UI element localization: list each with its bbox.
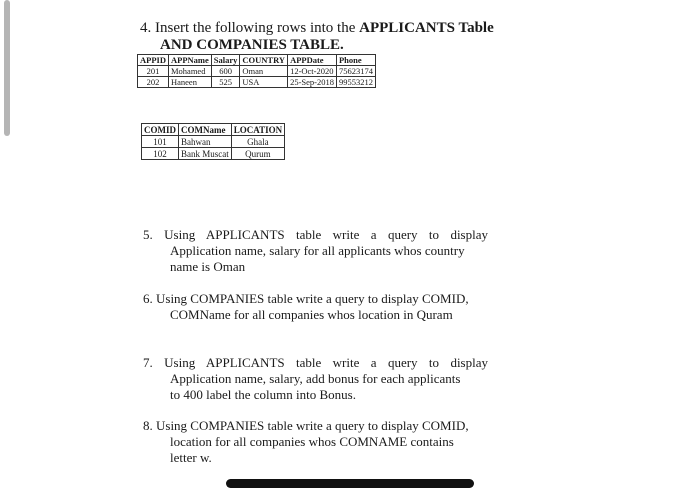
table-cell: 102 <box>142 148 179 160</box>
question-line: Application name, salary for all applicants whos country <box>170 243 465 258</box>
question-line: to 400 label the column into Bonus. <box>170 387 356 402</box>
question-8 <box>143 418 488 466</box>
question-6 <box>143 291 488 323</box>
table-cell: 101 <box>142 136 179 148</box>
question-line: letter w. <box>170 450 212 465</box>
home-indicator <box>226 479 474 488</box>
question-7 <box>143 355 488 403</box>
companies-table <box>141 123 285 160</box>
column-header: APPDate <box>288 55 337 66</box>
applicants-table <box>137 54 376 88</box>
question-4-bold-text: APPLICANTS Table <box>359 20 494 36</box>
column-header: APPID <box>138 55 169 66</box>
question-line: 8. Using COMPANIES table write a query to display COMID, <box>143 418 469 433</box>
question-4-title <box>140 19 494 37</box>
table-header-row <box>142 124 285 136</box>
question-4-text: Insert the following rows into the <box>155 20 356 36</box>
column-header: COMID <box>142 124 179 136</box>
table-row <box>138 77 376 88</box>
table-header-row <box>138 55 376 66</box>
question-line: location for all companies whos COMNAME contains <box>170 434 454 449</box>
question-line: Application name, salary, add bonus for each applicants <box>170 371 461 386</box>
scroll-indicator <box>4 0 10 136</box>
column-header: COUNTRY <box>240 55 288 66</box>
question-line: 7. Using APPLICANTS table write a query to display <box>143 355 488 370</box>
question-line: 5. Using APPLICANTS table write a query to display <box>143 227 488 242</box>
table-cell: USA <box>240 77 288 88</box>
column-header: COMName <box>179 124 232 136</box>
table-cell: Haneen <box>168 77 211 88</box>
table-cell: Oman <box>240 66 288 77</box>
table-cell: 12-Oct-2020 <box>288 66 337 77</box>
column-header: Phone <box>336 55 375 66</box>
table-cell: Bank Muscat <box>179 148 232 160</box>
table-cell: 201 <box>138 66 169 77</box>
column-header: APPName <box>168 55 211 66</box>
table-cell: 600 <box>211 66 240 77</box>
table-cell: 202 <box>138 77 169 88</box>
question-line: COMName for all companies whos location in Quram <box>170 307 453 322</box>
table-cell: Mohamed <box>168 66 211 77</box>
question-4-subtitle: AND COMPANIES TABLE. <box>160 37 344 53</box>
table-cell: Bahwan <box>179 136 232 148</box>
column-header: LOCATION <box>231 124 284 136</box>
question-line: name is Oman <box>170 259 246 274</box>
table-cell: 25-Sep-2018 <box>288 77 337 88</box>
question-4-number: 4. <box>140 20 152 36</box>
table-row <box>142 148 285 160</box>
column-header: Salary <box>211 55 240 66</box>
table-row <box>138 66 376 77</box>
table-cell: 75623174 <box>336 66 375 77</box>
table-cell: Ghala <box>231 136 284 148</box>
table-cell: 99553212 <box>336 77 375 88</box>
question-line: 6. Using COMPANIES table write a query to display COMID, <box>143 291 469 306</box>
question-5 <box>143 227 488 275</box>
table-row <box>142 136 285 148</box>
table-cell: Qurum <box>231 148 284 160</box>
table-cell: 525 <box>211 77 240 88</box>
